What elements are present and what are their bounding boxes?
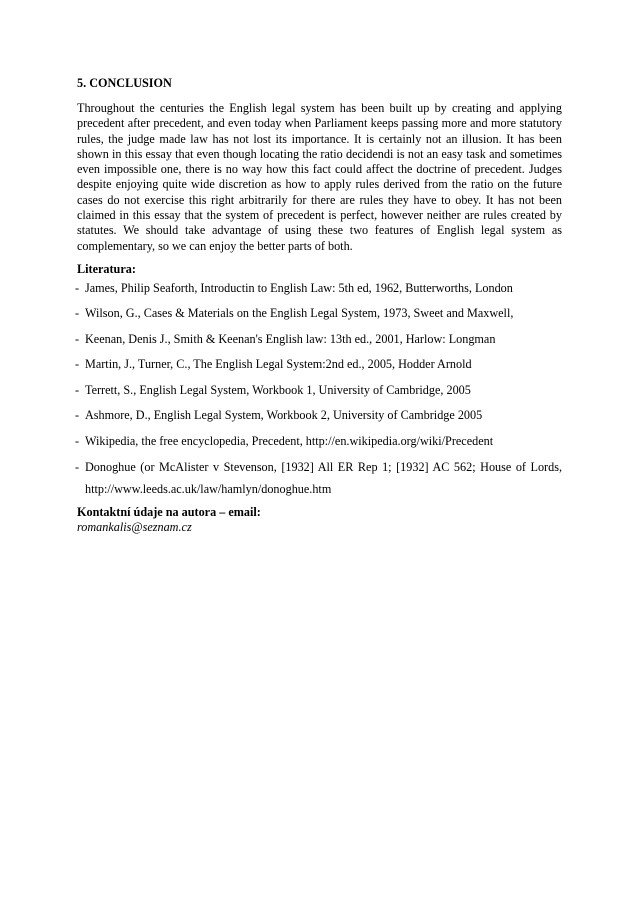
list-bullet: - bbox=[75, 306, 80, 321]
list-bullet: - bbox=[75, 433, 80, 448]
list-bullet: - bbox=[75, 408, 80, 423]
reference-item bbox=[77, 434, 562, 449]
reference-text: Martin, J., Turner, C., The English Legal System:2nd ed., 2005, Hodder Arnold bbox=[85, 357, 472, 372]
list-bullet: - bbox=[75, 460, 80, 475]
list-bullet: - bbox=[75, 357, 80, 372]
section-heading: 5. CONCLUSION bbox=[77, 76, 172, 90]
reference-text: Terrett, S., English Legal System, Workbook 1, University of Cambridge, 2005 bbox=[85, 382, 471, 397]
literature-title: Literatura: bbox=[77, 261, 136, 276]
contact-title: Kontaktní údaje na autora – email: bbox=[77, 505, 261, 520]
reference-item bbox=[77, 357, 562, 372]
reference-item bbox=[77, 306, 562, 321]
reference-list bbox=[77, 281, 562, 501]
reference-text: Ashmore, D., English Legal System, Workbook 2, University of Cambridge 2005 bbox=[85, 408, 483, 423]
reference-text: James, Philip Seaforth, Introductin to English Law: 5th ed, 1962, Butterworths, London bbox=[85, 280, 513, 295]
reference-item bbox=[77, 332, 562, 347]
list-bullet: - bbox=[75, 382, 80, 397]
reference-text: Wilson, G., Cases & Materials on the English Legal System, 1973, Sweet and Maxwell, bbox=[85, 306, 514, 321]
reference-link-text: Wikipedia, the free encyclopedia, Precedent, http://en.wikipedia.org/wiki/Precedent bbox=[85, 433, 494, 448]
reference-item bbox=[77, 408, 562, 423]
list-bullet: - bbox=[75, 280, 80, 295]
conclusion-paragraph: Throughout the centuries the English legal system has been built up by creating and applying precedent after precedent, and even today when Parliament keeps passing more and more statutory rules, the judge made law has not lost its importance. It is certainly not an illusion. It has been shown in this essay that even though locating the ratio decidendi is not an easy task and sometimes even impossible one, there is no way how this fact could affect the doctrine of precedent. Judges despite enjoying quite wide discretion as how to apply rules derived from the ratio on the future cases do not exercise this right arbitrarily for there are rules they have to obey. It has not been claimed in this essay that the system of precedent is perfect, however neither are rules created by statutes. We should take advantage of using these two features of English legal system as complementary, so we can enjoy the better parts of both. bbox=[77, 101, 562, 253]
reference-text: Keenan, Denis J., Smith & Keenan's English law: 13th ed., 2001, Harlow: Longman bbox=[85, 331, 496, 346]
reference-item bbox=[77, 281, 562, 296]
document-page bbox=[77, 76, 562, 535]
reference-item bbox=[77, 383, 562, 398]
reference-item bbox=[77, 456, 562, 500]
list-bullet: - bbox=[75, 331, 80, 346]
author-email: romankalis@seznam.cz bbox=[77, 520, 192, 535]
reference-link-text: Donoghue (or McAlister v Stevenson, [1932] All ER Rep 1; [1932] AC 562; House of Lords, http://www.leeds.ac.uk/law/hamlyn/donoghue.htm bbox=[85, 460, 562, 497]
